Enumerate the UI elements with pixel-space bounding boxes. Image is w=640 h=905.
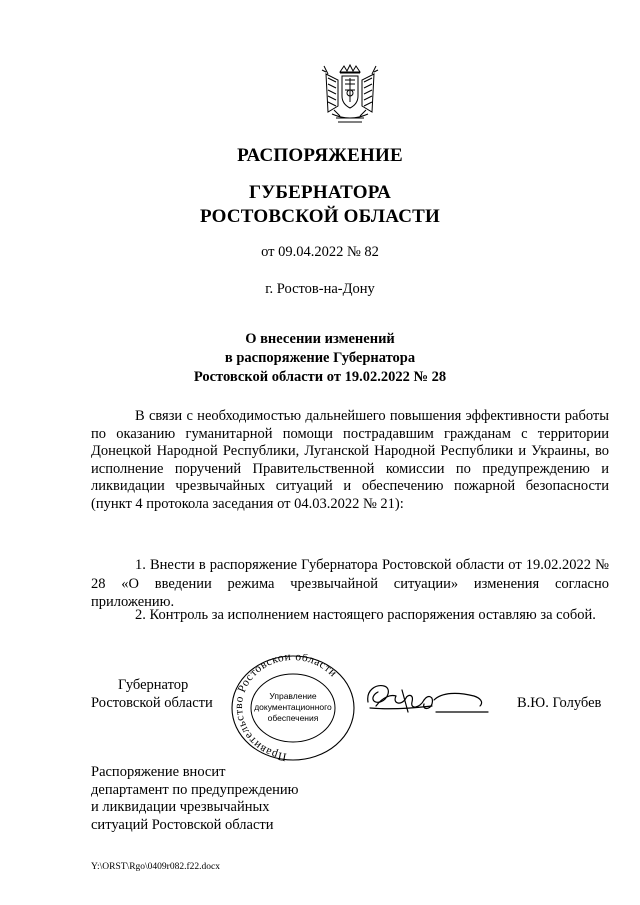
seal-center-line: обеспечения — [267, 713, 319, 723]
preamble — [91, 408, 609, 513]
seal-center-line: документационного — [254, 702, 332, 712]
file-path: Y:\ORST\Rgo\0409r082.f22.docx — [91, 862, 220, 872]
document-type: РАСПОРЯЖЕНИЕ — [237, 145, 403, 166]
subject — [0, 330, 640, 387]
coat-of-arms-icon — [318, 62, 382, 128]
handwritten-signature-icon — [362, 672, 492, 728]
subject-line: Ростовской области от 19.02.2022 № 28 — [193, 369, 447, 385]
signer-position-line-1: Губернатор — [118, 677, 189, 693]
author-line-2: РОСТОВСКОЙ ОБЛАСТИ — [199, 206, 440, 227]
submitted-by-line: и ликвидации чрезвычайных — [91, 799, 270, 815]
submitted-by — [91, 764, 299, 834]
date-number: от 09.04.2022 № 82 — [261, 244, 379, 260]
submitted-by-line: ситуаций Ростовской области — [91, 816, 274, 833]
seal-ring-text: Правительство Ростовской области — [232, 654, 340, 762]
signer-name: В.Ю. Голубев — [517, 695, 602, 711]
signer-position-line-2: Ростовской области — [91, 695, 213, 711]
author-line-1: ГУБЕРНАТОРА — [248, 182, 391, 203]
item-1: 1. Внести в распоряжение Губернатора Ростовской области от 19.02.2022 № 28 «О введении режима чрезвычайной ситуации» изменения согласно приложению. — [91, 557, 609, 610]
subject-line: в распоряжение Губернатора — [224, 350, 416, 366]
preamble-text: В связи с необходимостью дальнейшего повышения эффективности работы по оказанию гуманитарной помощи пострадавшим гражданам с территории Донецкой Народной Республики, Луганской Народной Республики и Украины, во исполнение поручений Правительственной комиссии по предупреждению и ликвидации чрезвычайных ситуаций и обеспечению пожарной безопасности (пункт 4 протокола заседания от 04.03.2022 № 21): — [91, 408, 609, 512]
place: г. Ростов-на-Дону — [265, 281, 375, 297]
item-2: 2. Контроль за исполнением настоящего распоряжения оставляю за собой. — [135, 607, 596, 623]
submitted-by-line: Распоряжение вносит — [91, 764, 226, 780]
seal-center-line: Управление — [269, 691, 317, 701]
submitted-by-line: департамент по предупреждению — [91, 781, 299, 798]
subject-line: О внесении изменений — [245, 331, 395, 347]
official-seal-icon — [230, 654, 356, 762]
